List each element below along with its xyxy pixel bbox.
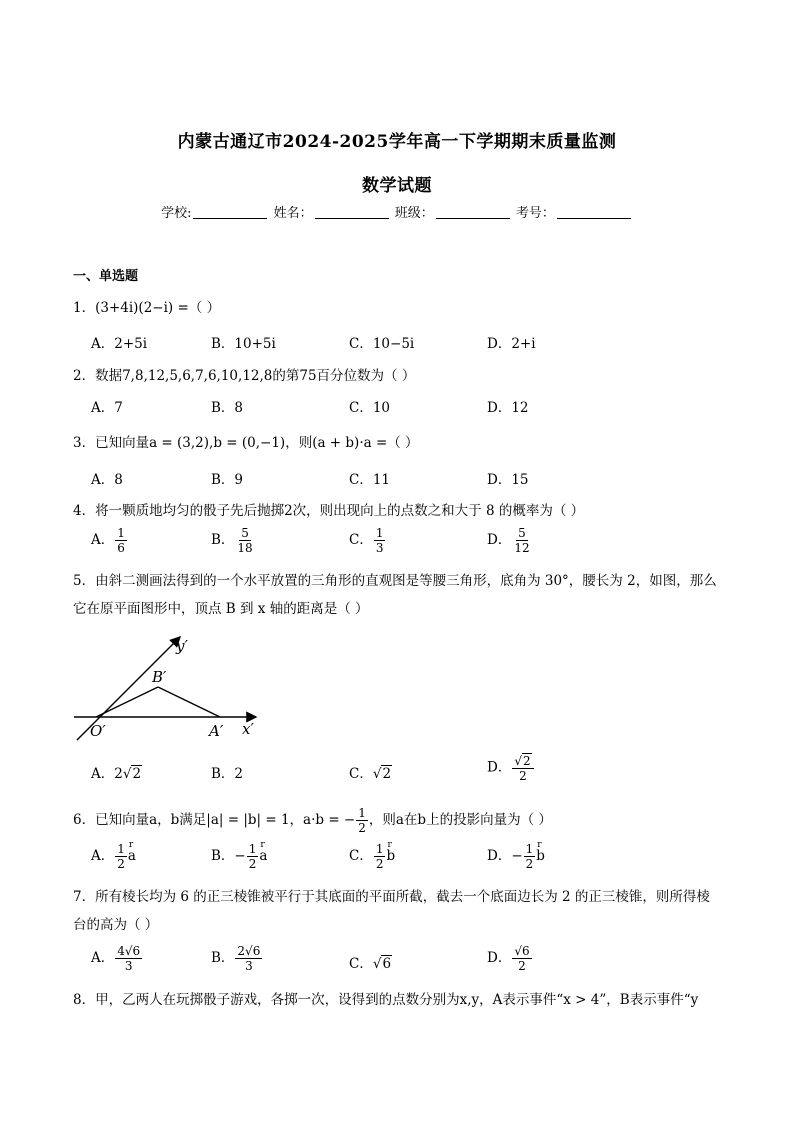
section-title: 一、单选题 <box>73 269 139 284</box>
option-c[interactable]: C．10 <box>349 400 391 416</box>
vector-a-value: a = (3,2), <box>149 435 214 451</box>
question-stem: (3+4i)(2−i) =（ ） <box>95 300 221 316</box>
option-a[interactable]: A． $\frac{1}{2}$ r a <box>91 842 136 871</box>
option-b[interactable]: B． $\frac{5}{18}$ <box>211 526 253 555</box>
question-number: 8． <box>73 992 96 1008</box>
option-c[interactable]: C．√2 <box>349 766 392 782</box>
question-number: 2． <box>73 368 96 384</box>
question-stem: 已知向量 <box>95 435 150 451</box>
option-c[interactable]: C． $\frac{1}{3}$ <box>349 526 384 555</box>
question-number: 4． <box>73 503 96 519</box>
school-blank[interactable] <box>193 204 267 219</box>
option-b[interactable]: B．8 <box>211 400 244 416</box>
option-c[interactable]: C．10−5i <box>349 336 415 352</box>
exam-title: 内蒙古通辽市2024-2025学年高一下学期期末质量监测 <box>177 132 617 152</box>
option-c[interactable]: C．11 <box>349 472 391 488</box>
question-number: 7． <box>73 889 96 905</box>
option-b[interactable]: B． $\frac{2√6}{3}$ <box>211 944 261 973</box>
option-c[interactable]: C．√6 <box>349 956 392 972</box>
question-number: 5． <box>73 573 96 589</box>
label-x: x′ <box>242 720 254 738</box>
question-stem: 由斜二测画法得到的一个水平放置的三角形的直观图是等腰三角形，底角为 30°，腰长为 2，如图，那么它在原平面图形中，顶点 B 到 x 轴的距离是（ ） <box>73 573 717 617</box>
vector-b-value: b = (0,−1) <box>213 435 286 451</box>
option-d[interactable]: D．12 <box>487 400 529 416</box>
option-b[interactable]: B．2 <box>211 766 244 782</box>
question-stem: 数据7,8,12,5,6,7,6,10,12,8的第75百分位数为（ ） <box>95 368 416 384</box>
exam-number-blank[interactable] <box>557 204 631 219</box>
question-7 <box>73 883 723 939</box>
question-stem: 甲，乙两人在玩掷骰子游戏，各掷一次，设得到的点数分别为x,y，A表示事件“x > 4”，B表示事件“y <box>95 992 699 1008</box>
option-c[interactable]: C． $\frac{1}{2}$ r b <box>349 842 395 871</box>
option-d[interactable]: D．15 <box>487 472 529 488</box>
question-stem: 将一颗质地均匀的骰子先后抛掷2次，则出现向上的点数之和大于 8 的概率为（ ） <box>95 503 585 519</box>
question-3 <box>73 431 419 451</box>
option-a[interactable]: A．8 <box>91 472 123 488</box>
side-ob <box>96 687 158 717</box>
question-8 <box>73 988 733 1008</box>
school-label: 学校: <box>161 206 192 221</box>
option-b[interactable]: B．9 <box>211 472 244 488</box>
question-stem-end: ，则(a + b)·a =（ ） <box>285 435 419 451</box>
option-a[interactable]: A．7 <box>91 400 123 416</box>
option-d[interactable]: D． $\frac{5}{12}$ <box>487 526 530 555</box>
option-b[interactable]: B．− $\frac{1}{2}$ r a <box>211 842 267 871</box>
exam-number-label: 考号： <box>515 206 555 221</box>
option-d[interactable]: D． $\frac{√6}{2}$ <box>487 944 530 973</box>
exam-subtitle: 数学试题 <box>362 176 432 196</box>
name-label: 姓名： <box>273 206 313 221</box>
option-a[interactable]: A． $\frac{4√6}{3}$ <box>91 944 141 973</box>
fraction: $\frac{1}{2}$ <box>358 806 366 835</box>
question-stem-end: ，则a在b上的投影向量为（ ） <box>368 812 552 828</box>
option-b[interactable]: B．10+5i <box>211 336 276 352</box>
option-d[interactable]: D．− $\frac{1}{2}$ r b <box>487 842 545 871</box>
option-a[interactable]: A． $\frac{1}{6}$ <box>91 526 125 555</box>
label-y: y′ <box>176 637 188 655</box>
label-o: O′ <box>90 722 106 740</box>
class-label: 班级： <box>394 206 434 221</box>
side-ba <box>158 687 220 717</box>
name-blank[interactable] <box>315 204 389 219</box>
question-5 <box>73 567 723 623</box>
option-d[interactable]: D．2+i <box>487 336 536 352</box>
question-stem: 所有棱长均为 6 的正三棱锥被平行于其底面的平面所截，截去一个底面边长为 2 的正三棱锥，则所得棱台的高为（ ） <box>73 889 710 933</box>
question-number: 3． <box>73 435 96 451</box>
student-info-row <box>0 202 794 221</box>
oblique-projection-figure <box>70 630 270 745</box>
question-6 <box>73 806 552 835</box>
option-a[interactable]: A．2√2 <box>91 766 142 782</box>
question-number: 1． <box>73 300 96 316</box>
question-2 <box>73 364 415 384</box>
question-number: 6． <box>73 812 96 828</box>
question-4 <box>73 499 584 519</box>
class-blank[interactable] <box>436 204 510 219</box>
label-a: A′ <box>209 722 224 740</box>
option-a[interactable]: A．2+5i <box>91 336 148 352</box>
question-stem: 已知向量a，b满足|a| = |b| = 1，a·b = − <box>95 812 356 828</box>
option-d[interactable]: D． $\frac{√2}{2}$ <box>487 753 535 783</box>
question-1 <box>73 296 220 316</box>
label-b: B′ <box>152 668 167 686</box>
